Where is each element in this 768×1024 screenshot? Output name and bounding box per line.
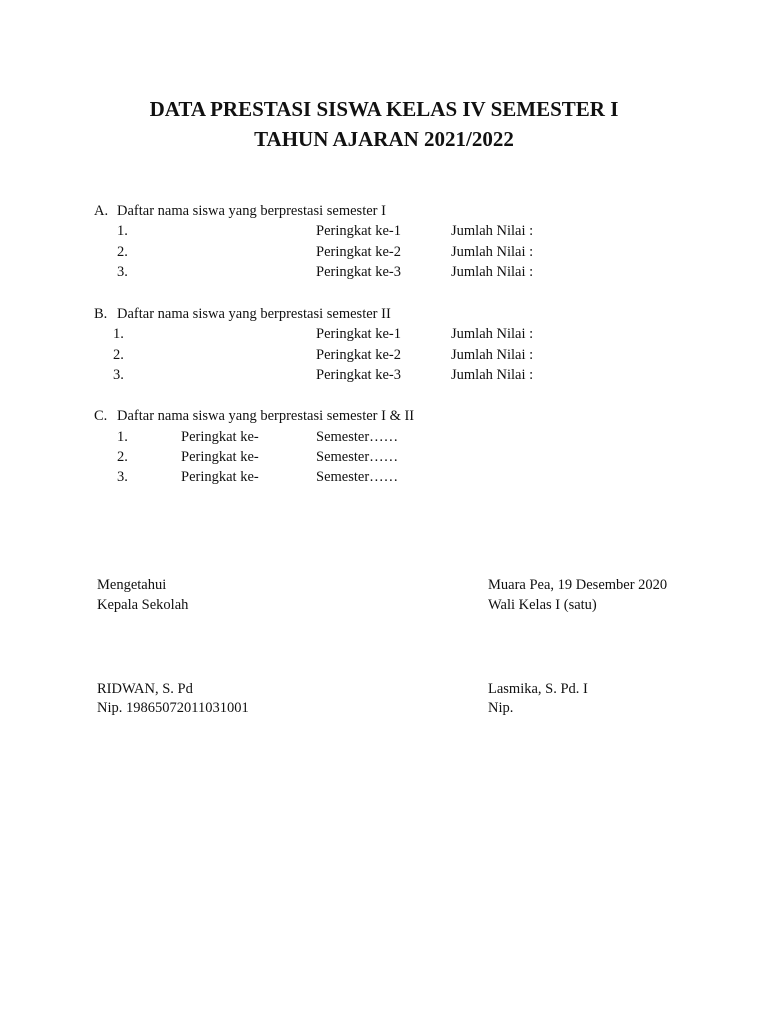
rank-label: Peringkat ke- xyxy=(181,429,259,445)
rank-label: Peringkat ke- xyxy=(181,469,259,485)
homeroom-teacher-title: Wali Kelas I (satu) xyxy=(488,597,597,613)
section-c-letter: C. xyxy=(94,408,108,424)
list-item-number: 3. xyxy=(113,367,124,383)
list-item-number: 1. xyxy=(117,429,128,445)
place-date: Muara Pea, 19 Desember 2020 xyxy=(488,577,668,593)
rank-label: Peringkat ke-1 xyxy=(316,223,401,239)
page-subtitle: TAHUN AJARAN 2021/2022 xyxy=(254,127,514,151)
score-label: Jumlah Nilai : xyxy=(451,223,534,239)
rank-label: Peringkat ke-3 xyxy=(316,367,401,383)
list-item-number: 2. xyxy=(117,449,128,465)
rank-label: Peringkat ke-1 xyxy=(316,326,401,342)
teacher-name: Lasmika, S. Pd. I xyxy=(488,681,588,697)
score-label: Jumlah Nilai : xyxy=(451,244,534,260)
section-c-heading: Daftar nama siswa yang berprestasi semester I & II xyxy=(117,408,415,424)
list-item-number: 3. xyxy=(117,264,128,280)
teacher-nip: Nip. xyxy=(488,700,514,716)
section-a-heading: Daftar nama siswa yang berprestasi semester I xyxy=(117,203,386,219)
semester-label: Semester…… xyxy=(316,429,399,445)
semester-label: Semester…… xyxy=(316,469,399,485)
list-item-number: 2. xyxy=(117,244,128,260)
section-b-letter: B. xyxy=(94,306,108,322)
semester-label: Semester…… xyxy=(316,449,399,465)
rank-label: Peringkat ke-2 xyxy=(316,244,401,260)
section-b-heading: Daftar nama siswa yang berprestasi semester II xyxy=(117,306,391,322)
list-item-number: 1. xyxy=(113,326,124,342)
list-item-number: 2. xyxy=(113,347,124,363)
principal-name: RIDWAN, S. Pd xyxy=(97,681,193,697)
rank-label: Peringkat ke- xyxy=(181,449,259,465)
rank-label: Peringkat ke-3 xyxy=(316,264,401,280)
section-a-letter: A. xyxy=(94,203,109,219)
score-label: Jumlah Nilai : xyxy=(451,326,534,342)
score-label: Jumlah Nilai : xyxy=(451,347,534,363)
principal-title: Kepala Sekolah xyxy=(97,597,189,613)
page-title: DATA PRESTASI SISWA KELAS IV SEMESTER I xyxy=(149,97,619,121)
rank-label: Peringkat ke-2 xyxy=(316,347,401,363)
score-label: Jumlah Nilai : xyxy=(451,367,534,383)
score-label: Jumlah Nilai : xyxy=(451,264,534,280)
list-item-number: 3. xyxy=(117,469,128,485)
acknowledged-label: Mengetahui xyxy=(97,577,167,593)
list-item-number: 1. xyxy=(117,223,128,239)
principal-nip: Nip. 19865072011031001 xyxy=(97,700,249,716)
